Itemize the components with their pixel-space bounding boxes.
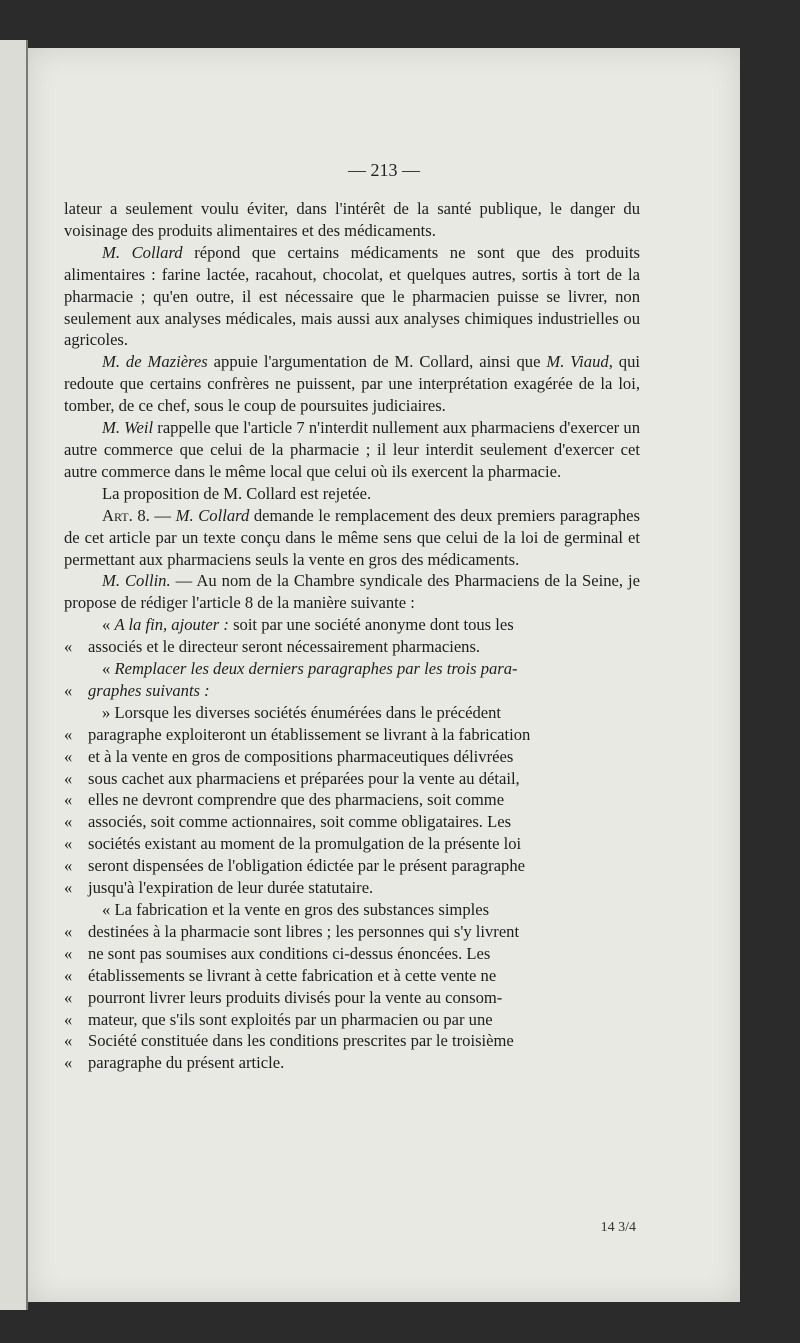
quote-mark: «: [64, 637, 73, 657]
printer-signature-mark: 14 3/4: [600, 1220, 636, 1235]
speaker-name: M. Collard: [175, 505, 250, 525]
quote-mark: «: [64, 680, 73, 700]
paragraph-collin: M. Collin. — Au nom de la Chambre syndicale des Pharmaciens de la Seine, je propose de rédiger l'article 8 de la manière suivante :: [64, 571, 641, 613]
quote-block-3: » Lorsque les diverses sociétés énumérées dans le précédent « paragraphe exploiteront un établissement se livrant à la fabrication « et à la vente en gros de compositions pharmaceutiques délivrées « sous cachet aux pharmaciens et préparées pour la vente au détail, « elles ne devront comprendre que des pharmaciens, soit comme « associés, soit comme actionnaires, soit comme obligataires. Les « sociétés existant au moment de la promulgation de la présente loi « seront dispensées de l'obligation édictée par le présent paragraphe « jusqu'à l'expiration de leur durée statutaire.: [64, 702, 531, 898]
paragraph-decision: La proposition de M. Collard est rejetée.: [102, 483, 372, 503]
book-page: [28, 48, 740, 1302]
speaker-name: M. Collin.: [102, 571, 171, 591]
page-body: [64, 198, 640, 1074]
paragraph-article-8: Art. 8. — M. Collard demande le remplacement des deux premiers paragraphes de cet article par un texte conçu dans le même sens que celui de la loi de germinal et permettant aux pharmaciens seuls la vente en gros des médicaments.: [64, 505, 640, 569]
paragraph-collard: M. Collard répond que certains médicaments ne sont que des produits alimentaires : farine lactée, racahout, chocolat, et quelques autres, sortis à tort de la pharmacie ; qu'en outre, il est nécessaire que le pharmacien puisse se livrer, non seulement aux analyses médicales, mais aussi aux analyses chimiques industrielles ou agricoles.: [64, 242, 641, 350]
page-number: — 213 —: [348, 160, 420, 180]
facing-page-edge: [0, 40, 28, 1310]
paragraph-continued: lateur a seulement voulu éviter, dans l'intérêt de la santé publique, le danger du voisinage des produits alimentaires et des médicaments.: [64, 199, 640, 240]
paragraph-weil: M. Weil rappelle que l'article 7 n'interdit nullement aux pharmaciens d'exercer un autre commerce que celui de la pharmacie ; il leur interdit seulement d'exercer cet autre commerce dans le même local que celui où ils exercent la pharmacie.: [64, 418, 640, 481]
article-label: Art. 8.: [102, 505, 150, 525]
quote-block-1: « A la fin, ajouter : soit par une société anonyme dont tous les « associés et le directeur seront nécessairement pharmaciens.: [64, 615, 514, 657]
speaker-name: M. Collard: [102, 242, 183, 262]
speaker-name: M. Viaud: [546, 352, 609, 372]
quote-block-4: « La fabrication et la vente en gros des substances simples « destinées à la pharmacie sont libres ; les personnes qui s'y livrent « ne sont pas soumises aux conditions ci-dessus énoncées. Les « établissements se livrant à cette fabrication et à cette vente ne « pourront livrer leurs produits divisés pour la vente au consom- « mateur, que s'ils sont exploités par un pharmacien ou par une « Société constituée dans les conditions prescrites par le troisième « paragraphe du présent article.: [64, 900, 520, 1073]
speaker-name: M. Weil: [102, 418, 154, 438]
quote-block-2: « Remplacer les deux derniers paragraphes par les trois para- « graphes suivants :: [64, 659, 518, 700]
paragraph-mazieres: M. de Mazières appuie l'argumentation de M. Collard, ainsi que M. Viaud, qui redoute que certains confrères ne puissent, par une interprétation exagérée de la loi, tomber, de ce chef, sous le coup de poursuites judiciaires.: [64, 352, 640, 416]
speaker-name: M. de Mazières: [102, 352, 208, 372]
